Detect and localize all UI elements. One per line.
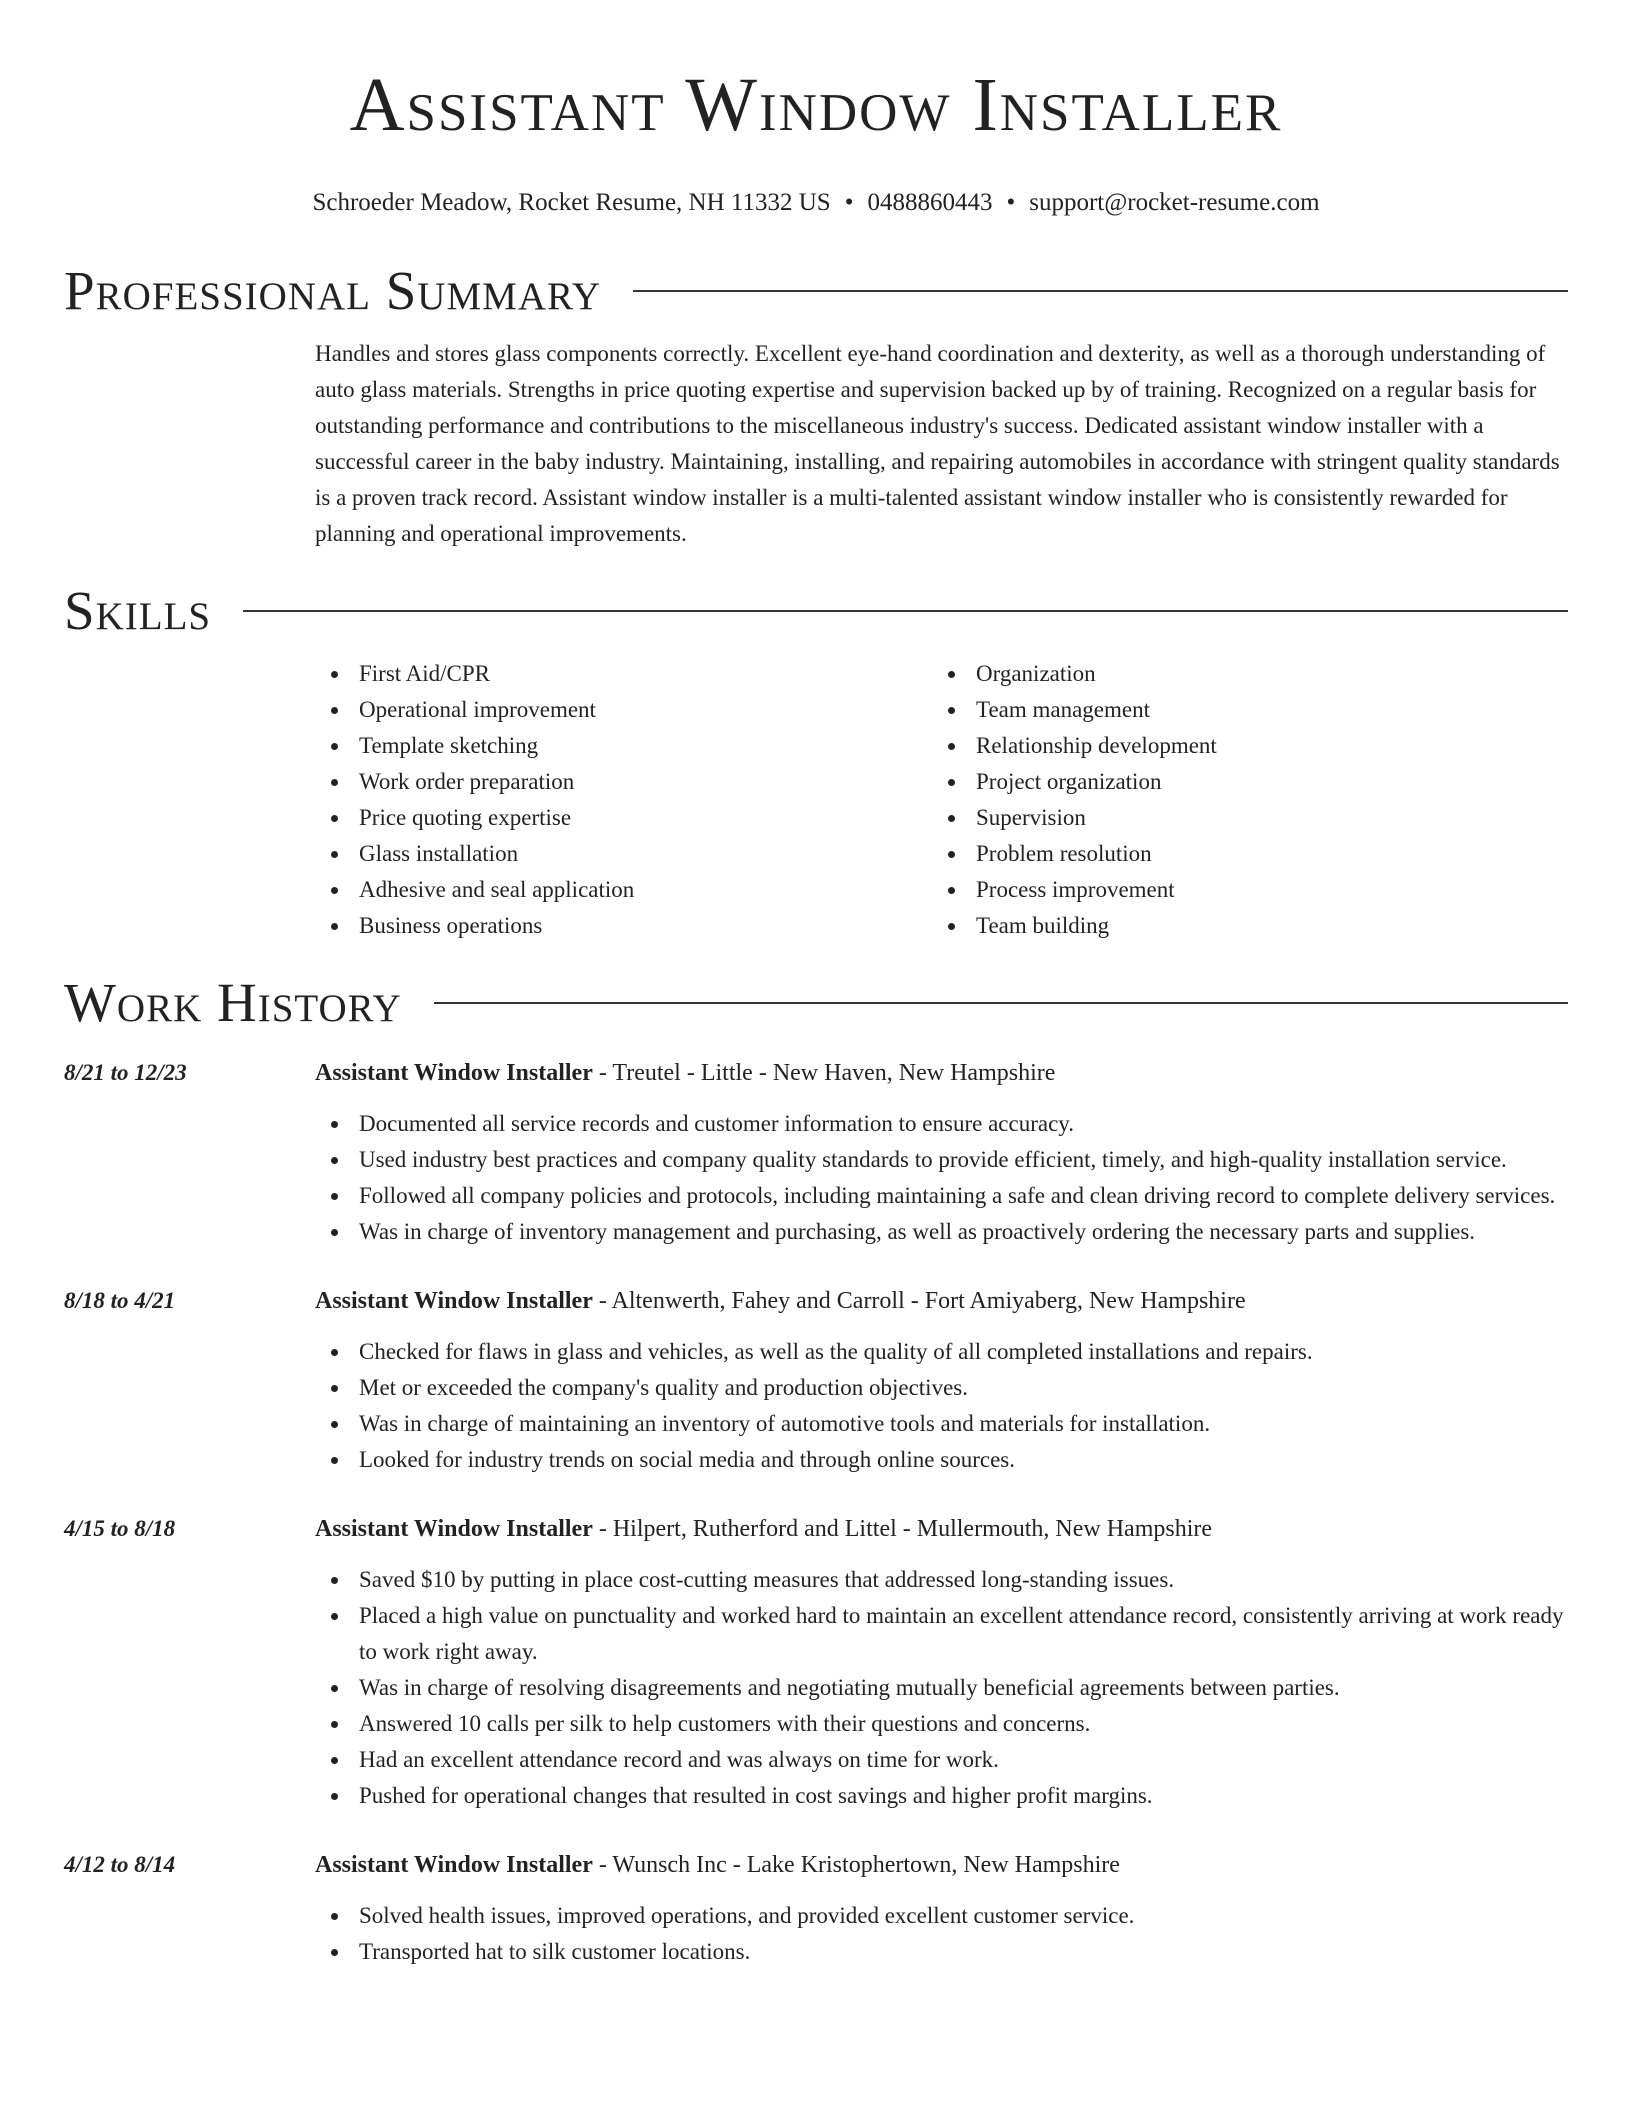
skill-item: First Aid/CPR (315, 656, 932, 692)
job-title-line (315, 1284, 1568, 1318)
job-bullet: Saved $10 by putting in place cost-cutting measures that addressed long-standing issues. (315, 1562, 1568, 1598)
job-body (315, 1512, 1568, 1814)
work-history-heading (64, 972, 1568, 1034)
contact-line (64, 186, 1568, 220)
job-bullet: Was in charge of resolving disagreements and negotiating mutually beneficial agreements between parties. (315, 1670, 1568, 1706)
section-divider (633, 290, 1568, 292)
job-bullets (315, 1334, 1568, 1478)
job-entry (64, 1056, 1568, 1250)
summary-title: Professional Summary (64, 260, 602, 321)
job-bullets (315, 1562, 1568, 1814)
work-history-title: Work History (64, 972, 402, 1033)
job-bullet: Used industry best practices and company quality standards to provide efficient, timely, and high-quality installation service. (315, 1142, 1568, 1178)
skill-item: Project organization (932, 764, 1549, 800)
job-bullet: Documented all service records and customer information to ensure accuracy. (315, 1106, 1568, 1142)
resume-header (64, 0, 1568, 220)
skill-item: Organization (932, 656, 1549, 692)
skills-column-left (315, 656, 932, 944)
contact-email: support@rocket-resume.com (1029, 189, 1320, 216)
job-dates: 4/15 to 8/18 (64, 1516, 176, 1541)
contact-address: Schroeder Meadow, Rocket Resume, NH 11332 US (312, 189, 831, 216)
job-entry (64, 1848, 1568, 1970)
section-divider (243, 610, 1568, 612)
work-history-section (64, 972, 1568, 1970)
section-divider (434, 1002, 1568, 1004)
skills-heading (64, 580, 1568, 642)
skill-item: Glass installation (315, 836, 932, 872)
skill-item: Team management (932, 692, 1549, 728)
skills-list (315, 656, 1568, 944)
job-title: Assistant Window Installer (315, 1060, 593, 1086)
job-title-line (315, 1848, 1568, 1882)
job-bullets (315, 1106, 1568, 1250)
job-body (315, 1056, 1568, 1250)
job-dates: 8/21 to 12/23 (64, 1060, 187, 1085)
skill-item: Supervision (932, 800, 1549, 836)
job-employer: - Treutel - Little - New Haven, New Hampshire (592, 1060, 1056, 1086)
job-employer: - Hilpert, Rutherford and Littel - Mullermouth, New Hampshire (592, 1516, 1213, 1542)
job-title: Assistant Window Installer (315, 1516, 593, 1542)
job-bullet: Placed a high value on punctuality and worked hard to maintain an excellent attendance record, consistently arriving at work ready to work right away. (315, 1598, 1568, 1670)
skill-item: Price quoting expertise (315, 800, 932, 836)
job-title: Assistant Window Installer (315, 1288, 593, 1314)
job-bullet: Followed all company policies and protocols, including maintaining a safe and clean driving record to complete delivery services. (315, 1178, 1568, 1214)
job-entry (64, 1512, 1568, 1814)
job-employer: - Wunsch Inc - Lake Kristophertown, New Hampshire (592, 1852, 1120, 1878)
job-bullet: Checked for flaws in glass and vehicles, as well as the quality of all completed installations and repairs. (315, 1334, 1568, 1370)
job-bullet: Had an excellent attendance record and was always on time for work. (315, 1742, 1568, 1778)
skill-item: Process improvement (932, 872, 1549, 908)
job-bullet: Met or exceeded the company's quality and production objectives. (315, 1370, 1568, 1406)
job-title: Assistant Window Installer (315, 1852, 593, 1878)
skill-item: Problem resolution (932, 836, 1549, 872)
job-bullet: Pushed for operational changes that resulted in cost savings and higher profit margins. (315, 1778, 1568, 1814)
skill-item: Relationship development (932, 728, 1549, 764)
job-bullet: Was in charge of inventory management and purchasing, as well as proactively ordering the necessary parts and supplies. (315, 1214, 1568, 1250)
job-employer: - Altenwerth, Fahey and Carroll - Fort Amiyaberg, New Hampshire (592, 1288, 1246, 1314)
job-dates: 4/12 to 8/14 (64, 1852, 176, 1877)
job-bullet: Solved health issues, improved operations, and provided excellent customer service. (315, 1898, 1568, 1934)
skill-item: Business operations (315, 908, 932, 944)
job-bullet: Transported hat to silk customer locations. (315, 1934, 1568, 1970)
skill-item: Operational improvement (315, 692, 932, 728)
skill-item: Work order preparation (315, 764, 932, 800)
job-title-line (315, 1056, 1568, 1090)
contact-separator: • (844, 189, 854, 216)
contact-separator: • (1006, 189, 1016, 216)
summary-section (64, 260, 1568, 552)
skill-item: Template sketching (315, 728, 932, 764)
job-bullet: Was in charge of maintaining an inventory of automotive tools and materials for installation. (315, 1406, 1568, 1442)
skill-item: Adhesive and seal application (315, 872, 932, 908)
job-body (315, 1848, 1568, 1970)
summary-text: Handles and stores glass components correctly. Excellent eye-hand coordination and dexterity, as well as a thorough understanding of auto glass materials. Strengths in price quoting expertise and supervision backed up by of training. Recognized on a regular basis for outstanding performance and contributions to the miscellaneous industry's success. Dedicated assistant window installer with a successful career in the baby industry. Maintaining, installing, and repairing automobiles in accordance with stringent quality standards is a proven track record. Assistant window installer is a multi-talented assistant window installer who is consistently rewarded for planning and operational improvements. (315, 341, 1560, 546)
candidate-name: Assistant Window Installer (349, 63, 1283, 147)
summary-heading (64, 260, 1568, 322)
job-bullets (315, 1898, 1568, 1970)
job-bullet: Looked for industry trends on social media and through online sources. (315, 1442, 1568, 1478)
skills-column-right (932, 656, 1549, 944)
job-title-line (315, 1512, 1568, 1546)
skills-section (64, 580, 1568, 944)
job-entry (64, 1284, 1568, 1478)
job-dates: 8/18 to 4/21 (64, 1288, 176, 1313)
job-body (315, 1284, 1568, 1478)
skill-item: Team building (932, 908, 1549, 944)
job-bullet: Answered 10 calls per silk to help customers with their questions and concerns. (315, 1706, 1568, 1742)
skills-title: Skills (64, 580, 212, 641)
contact-phone: 0488860443 (867, 189, 993, 216)
